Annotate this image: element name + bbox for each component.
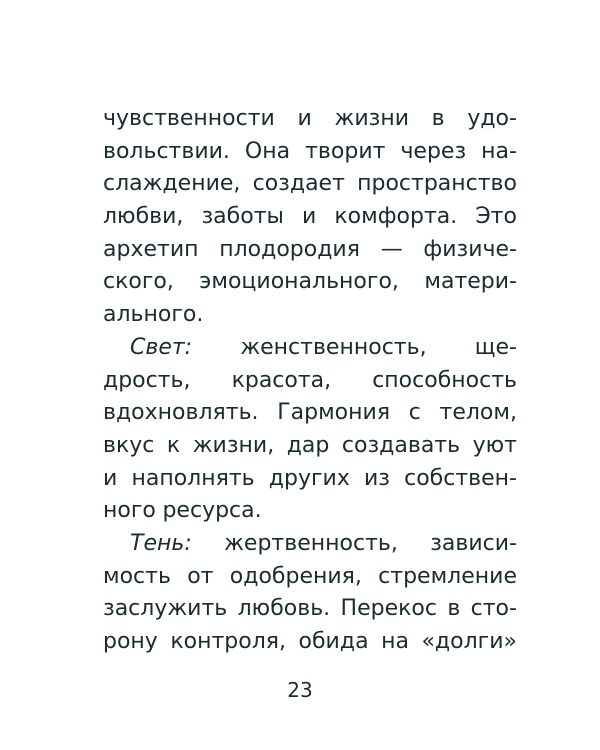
word: Гармония bbox=[277, 400, 391, 426]
text-line bbox=[103, 561, 517, 594]
word: ального. bbox=[103, 302, 204, 328]
word: на bbox=[381, 629, 409, 654]
section-label: Тень: bbox=[130, 530, 192, 556]
text-line bbox=[103, 593, 517, 626]
word: стремление bbox=[378, 563, 517, 589]
word: от bbox=[187, 563, 214, 589]
word: творит bbox=[305, 138, 386, 164]
word: и bbox=[103, 465, 118, 491]
word: в bbox=[447, 596, 461, 622]
text-line bbox=[103, 626, 517, 659]
body-text bbox=[103, 103, 517, 659]
word: создает bbox=[252, 171, 345, 197]
word: дар bbox=[286, 432, 330, 458]
word: на- bbox=[481, 138, 517, 164]
word: ского, bbox=[103, 269, 174, 295]
word: вдохновлять. bbox=[103, 400, 259, 426]
word: через bbox=[400, 138, 467, 164]
text-line bbox=[103, 528, 517, 561]
word: женственность, bbox=[240, 334, 427, 360]
text-line bbox=[103, 201, 517, 234]
text-line bbox=[103, 463, 517, 496]
word: с bbox=[408, 400, 421, 426]
text-line bbox=[103, 103, 517, 136]
word: в bbox=[431, 106, 445, 131]
word: дрость, bbox=[103, 367, 191, 393]
text-line bbox=[103, 266, 517, 299]
word: одобрения, bbox=[229, 563, 362, 589]
word: рону bbox=[103, 629, 158, 654]
word: собствен- bbox=[404, 465, 517, 491]
word: любви, bbox=[103, 204, 184, 230]
word: плодородия bbox=[219, 236, 360, 262]
word: заслужить bbox=[103, 596, 228, 622]
word: создавать bbox=[341, 432, 461, 458]
text-line bbox=[103, 495, 517, 528]
word: жертвенность, bbox=[224, 530, 398, 556]
word: из bbox=[363, 465, 390, 491]
text-line bbox=[103, 430, 517, 463]
word: эмоционального, bbox=[199, 269, 399, 295]
word: вольствии. bbox=[103, 138, 230, 164]
word: вкус bbox=[103, 432, 155, 458]
word: красота, bbox=[231, 367, 332, 393]
word: ресурса. bbox=[162, 498, 262, 524]
word: любовь. bbox=[237, 596, 331, 622]
text-line bbox=[103, 234, 517, 267]
word: уют bbox=[472, 432, 517, 458]
word: жизни, bbox=[192, 432, 275, 458]
word: и bbox=[297, 106, 312, 131]
word: пространство bbox=[357, 171, 517, 197]
word: контроля, bbox=[170, 629, 287, 654]
word: — bbox=[380, 236, 403, 262]
word: слаждение, bbox=[103, 171, 241, 197]
word: архетип bbox=[103, 236, 199, 262]
word: обида bbox=[298, 629, 369, 654]
text-line bbox=[103, 365, 517, 398]
text-line bbox=[103, 332, 517, 365]
text-line bbox=[103, 397, 517, 430]
word: чувственности bbox=[103, 106, 275, 131]
page-number: 23 bbox=[287, 678, 313, 702]
word: ного bbox=[103, 498, 156, 524]
word: Это bbox=[475, 204, 517, 230]
word: ще- bbox=[474, 334, 517, 360]
word: физиче- bbox=[423, 236, 517, 262]
section-label: Свет: bbox=[130, 334, 193, 360]
word: матери- bbox=[424, 269, 517, 295]
text-line bbox=[103, 168, 517, 201]
word: способность bbox=[372, 367, 517, 393]
word: к bbox=[166, 432, 181, 458]
word: заботы bbox=[201, 204, 284, 230]
word: жизни bbox=[334, 106, 409, 131]
word: и bbox=[301, 204, 317, 230]
word: других bbox=[268, 465, 350, 491]
word: Она bbox=[244, 138, 291, 164]
text-line bbox=[103, 136, 517, 169]
word: Перекос bbox=[340, 596, 437, 622]
word: зависи- bbox=[430, 530, 517, 556]
word: мость bbox=[103, 563, 171, 589]
word: «долги» bbox=[421, 629, 517, 654]
word: удо- bbox=[467, 106, 517, 131]
word: комфорта. bbox=[334, 204, 458, 230]
word: телом, bbox=[439, 400, 517, 426]
text-line bbox=[103, 299, 517, 332]
word: наполнять bbox=[131, 465, 255, 491]
word: сто- bbox=[470, 596, 517, 622]
